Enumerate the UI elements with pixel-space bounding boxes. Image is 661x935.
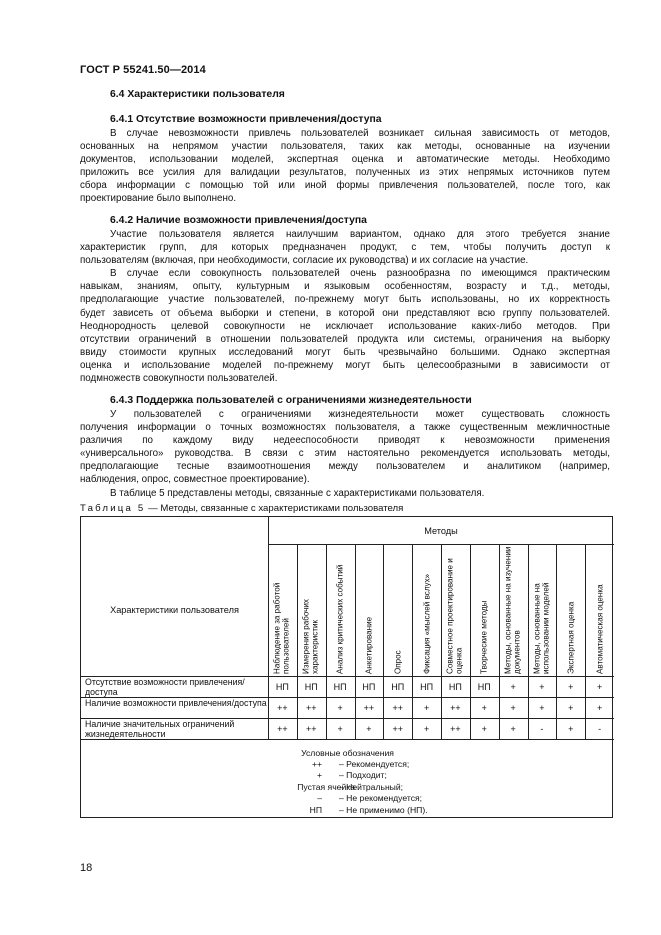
- text-line: Участие пользователя является наилучшим вариантом, однако для этого требуется знание: [110, 229, 610, 240]
- section-6-4-1-heading: 6.4.1 Отсутствие возможности привлечения/доступа: [110, 114, 382, 125]
- table-cell: НП: [420, 681, 434, 692]
- text-line: В таблице 5 представлены методы, связанные с характеристиками пользователя.: [110, 487, 485, 499]
- legend-symbol: –: [317, 793, 322, 804]
- method-name: Методы, основанные на использовании моделей: [532, 582, 551, 674]
- text-line: приложить все усилия для валидации результатов, полученных из этих непрямых источников путем: [80, 167, 610, 179]
- text-line: ввиду стоимости крупных исследований могут быть чрезвычайно большими. Однако экспертная: [80, 346, 610, 358]
- legend-description: – Подходит;: [339, 770, 387, 781]
- text-line: отсутствии ограничений в отношении пользователей продукта или системы, ограничения на выборку: [80, 333, 610, 345]
- text-line: проектирование было выполнено.: [80, 193, 237, 205]
- row-label: Отсутствие возможности привлечения/доступа: [85, 676, 245, 698]
- text-line: пользователям (включая, при необходимости, согласие их руководства) и их согласие на участие.: [80, 255, 529, 267]
- legend-description: – Не применимо (НП).: [339, 804, 428, 815]
- table-caption-prefix: Таблица 5: [80, 503, 146, 514]
- method-name: Измерения рабочих характеристик: [301, 599, 321, 674]
- legend-title: Условные обозначения: [301, 748, 394, 758]
- table-cell: +: [337, 702, 343, 713]
- methods-table: [80, 516, 613, 818]
- table-cell: НП: [362, 681, 376, 692]
- section-6-4-2-text: [80, 228, 610, 385]
- page-number: 18: [80, 862, 93, 874]
- text-line: наблюдения, опрос, совместное проектирование).: [80, 474, 310, 486]
- table-cell: -: [540, 723, 544, 734]
- table-cell: ++: [450, 723, 461, 734]
- text-line: оценка и использование моделей по-прежнему могут быть целесообразными в зависимости от: [80, 359, 610, 371]
- table-cell: ++: [450, 702, 461, 713]
- text-line: характеристик групп, для которых предназначен продукт, с тем, чтобы получить доступ к: [80, 242, 610, 254]
- text-line: основанных на непрямом участии пользователя, таких как методы, основанные на изучении: [80, 141, 610, 153]
- table-cell: +: [596, 681, 603, 692]
- text-line: предполагающие тесные взаимоотношения между пользователем и аналитиком (например,: [80, 461, 610, 473]
- method-name: Анализ критических событий: [335, 564, 345, 674]
- characteristics-header: Характеристики пользователя: [110, 605, 239, 615]
- methods-header: Методы: [424, 525, 458, 536]
- table-cell: +: [366, 723, 372, 734]
- table-cell: ++: [363, 702, 375, 713]
- method-name: Анкетирование: [364, 616, 374, 674]
- section-6-4-2-heading: 6.4.2 Наличие возможности привлечения/доступа: [110, 215, 367, 226]
- section-6-4-heading: 6.4 Характеристики пользователя: [110, 89, 285, 100]
- method-column-header: [499, 544, 528, 676]
- method-name: Методы, основанные на изучении документов: [503, 546, 523, 674]
- section-6-4-3-heading: 6.4.3 Поддержка пользователей с ограничениями жизнедеятельности: [110, 395, 472, 406]
- legend-description: – Нейтральный;: [339, 781, 404, 792]
- legend-symbol: ++: [311, 759, 322, 769]
- table-cell: +: [337, 723, 343, 734]
- method-column-header: [383, 544, 412, 676]
- table-caption: [80, 503, 403, 514]
- row-label: Наличие возможности привлечения/доступа: [85, 697, 267, 708]
- table-cell: +: [539, 681, 545, 692]
- section-6-4-3-text: [80, 408, 610, 500]
- legend-description: – Рекомендуется;: [339, 759, 410, 769]
- table-cell: +: [481, 702, 487, 713]
- method-name: Творческие методы: [479, 600, 489, 674]
- method-column-header: [470, 544, 499, 676]
- table-cell: +: [568, 723, 574, 734]
- table-cell: ++: [392, 723, 403, 734]
- table-cell: ++: [277, 702, 288, 713]
- method-column-header: [556, 544, 585, 676]
- table-cell: НП: [448, 681, 462, 692]
- method-name: Наблюдение за работой пользователей: [273, 582, 292, 674]
- text-line: документов, использовании моделей, экспертная оценка и автоматические методы. Необходимо: [80, 154, 610, 166]
- table-cell: +: [423, 723, 430, 734]
- method-column-header: [355, 544, 384, 676]
- row-label: Наличие значительных ограничений жизнедеятельности: [85, 718, 235, 740]
- table-cell: НП: [275, 681, 289, 692]
- table-cell: ++: [305, 723, 317, 734]
- text-line: «универсального» руководства. В связи с этим настоятельно рекомендуется использовать методы,: [80, 448, 610, 460]
- table-cell: +: [510, 681, 516, 692]
- method-column-header: [528, 544, 557, 676]
- table-cell: +: [568, 702, 574, 713]
- text-line: сбора информации с помощью той или иной формы привлечения пользователей, после того, как: [80, 180, 610, 192]
- document-header: ГОСТ Р 55241.50—2014: [80, 64, 206, 76]
- text-line: В случае если совокупность пользователей очень разнообразна по имеющимся практическим: [110, 268, 610, 280]
- method-column-header: [326, 544, 355, 676]
- section-6-4-1-text: [80, 127, 610, 206]
- table-cell: НП: [304, 681, 318, 692]
- text-line: Неоднородность целевой совокупности не исключает использование каких-либо методов. При: [80, 320, 610, 332]
- method-column-header: [412, 544, 441, 676]
- table-cell: +: [510, 702, 516, 713]
- method-column-header: [297, 544, 326, 676]
- legend-symbol: +: [316, 770, 322, 781]
- table-cell: +: [510, 723, 516, 734]
- method-name: Совместное проектирование и оценка: [446, 558, 465, 674]
- table-cell: -: [598, 723, 602, 734]
- method-name: Опрос: [393, 650, 403, 674]
- legend-symbol: НП: [309, 804, 322, 815]
- text-line: У пользователей с ограничениями жизнедеятельности может существовать сложность: [110, 409, 610, 420]
- table-cell: ++: [277, 723, 288, 734]
- text-line: навыкам, знаниям, опыту, культурным и языковым особенностям, возрасту и т.д., методы,: [80, 281, 610, 293]
- table-cell: НП: [477, 681, 491, 692]
- method-column-header: [441, 544, 470, 676]
- method-name: Автоматическая оценка: [594, 584, 604, 674]
- text-line: предполагающие участие пользователей, по-прежнему могут быть использованы, но их корректность: [80, 294, 610, 306]
- text-line: В случае невозможности привлечь пользователей возникает сильная зависимость от методов,: [110, 128, 610, 139]
- table-cell: +: [423, 702, 430, 713]
- legend-symbol: Пустая ячейка: [297, 781, 355, 792]
- table-cell: +: [596, 702, 603, 713]
- text-line: различия по каждому виду недееспособности приводят к невозможности применения: [80, 435, 610, 447]
- text-line: получения информации о точных возможностях пользователя, а также существенным межличностные: [80, 422, 610, 434]
- method-name: Фиксация «мыслей вслух»: [421, 573, 431, 674]
- method-column-header: [268, 544, 297, 676]
- text-line: подмножеств совокупности пользователей.: [80, 373, 278, 385]
- table-cell: НП: [333, 681, 347, 692]
- table-cell: +: [539, 702, 545, 713]
- method-column-header: [585, 544, 614, 676]
- table-cell: +: [481, 723, 487, 734]
- table-cell: ++: [305, 702, 317, 713]
- table-cell: +: [568, 681, 574, 692]
- table-cell: ++: [392, 702, 403, 713]
- table-caption-text: — Методы, связанные с характеристиками пользователя: [145, 503, 404, 514]
- table-cell: НП: [391, 681, 405, 692]
- method-name: Экспертная оценка: [566, 601, 576, 674]
- text-line: будет зависеть от объема выборки и степени, в которой они представляют всю группу пользователей.: [80, 307, 610, 319]
- legend-description: – Не рекомендуется;: [339, 793, 423, 804]
